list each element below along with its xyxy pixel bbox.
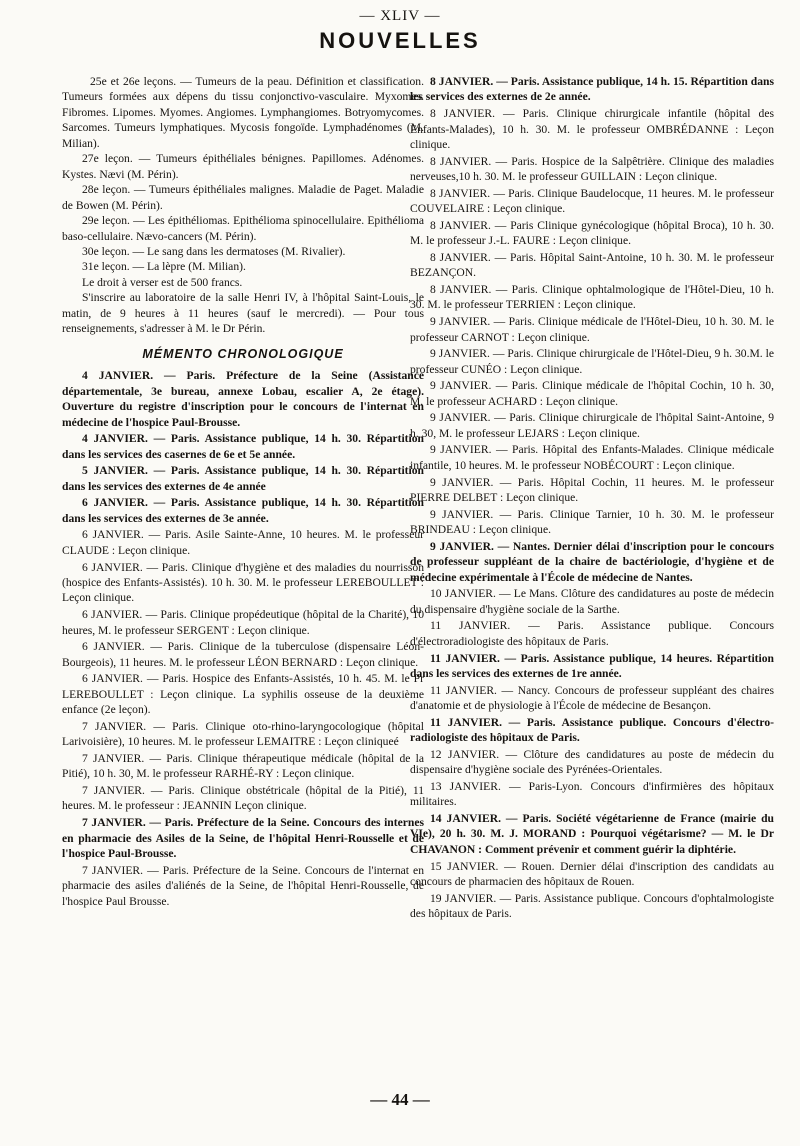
chronology-entry: 19 JANVIER. — Paris. Assistance publique. Concours d'ophtalmologiste des hôpitaux de Paris. xyxy=(410,891,774,921)
chronology-entry: 9 JANVIER. — Paris. Clinique médicale de l'Hôtel-Dieu, 10 h. 30. M. le professeur CARNOT : Leçon clinique. xyxy=(410,315,774,344)
paragraph: 29e leçon. — Les épithéliomas. Epithélioma spinocellulaire. Epithélioma baso-cellulaire. Nævo-cancers (M. Périn). xyxy=(62,214,424,243)
chronology-entry: 8 JANVIER. — Paris. Clinique chirurgicale infantile (hôpital des Enfants-Malades), 10 h. 30. M. le professeur OMBRÉDANNE : Leçon clinique. xyxy=(410,107,774,151)
chronology-entry: 9 JANVIER. — Paris. Hôpital Cochin, 11 heures. M. le professeur PIERRE DELBET : Leçon clinique. xyxy=(410,475,774,505)
paragraph: 27e leçon. — Tumeurs épithéliales bénignes. Papillomes. Adénomes. Kystes. Nævi (M. Périn). xyxy=(62,152,424,181)
chronology-entry: 7 JANVIER. — Paris. Préfecture de la Seine. Concours des internes en pharmacie des Asiles de la Seine, de l'hôpital Henri-Rousselle et de l'hospice Paul-Brousse. xyxy=(62,816,424,860)
chronology-entry: 13 JANVIER. — Paris-Lyon. Concours d'infirmières des hôpitaux militaires. xyxy=(410,779,774,809)
chronology-entry: 7 JANVIER. — Paris. Clinique thérapeutique médicale (hôpital de la Pitié), 10 h. 30, M. le professeur RARHÉ-RY : Leçon clinique. xyxy=(62,751,424,781)
chronology-entry: 8 JANVIER. — Paris. Clinique Baudelocque, 11 heures. M. le professeur COUVELAIRE : Leçon clinique. xyxy=(410,186,774,216)
chronology-entry: 7 JANVIER. — Paris. Clinique oto-rhino-laryngocologique (hôpital Larivoisière), 10 heures. M. le professeur LEMAITRE : Leçon cliniqueé xyxy=(62,719,424,749)
chronology-entry: 7 JANVIER. — Paris. Clinique obstétricale (hôpital de la Pitié), 11 heures. M. le professeur : JEANNIN Leçon clinique. xyxy=(62,784,424,813)
paragraph: 31e leçon. — La lèpre (M. Milian). xyxy=(82,260,246,274)
chronology-entry: 9 JANVIER. — Paris. Hôpital des Enfants-Malades. Clinique médicale infantile, 10 heures. M. le professeur NOBÉCOURT : Leçon clinique. xyxy=(410,443,774,472)
right-column xyxy=(410,74,774,922)
chronology-entry: 4 JANVIER. — Paris. Préfecture de la Seine (Assistance départementale, 3e bureau, annexe Lobau, escalier A, 2e étage). Ouverture du registre d'inscription pour le concours de l'internat en médecine de l'hospice Paul-Brousse. xyxy=(62,369,424,429)
chronology-entry: 6 JANVIER. — Paris. Asile Sainte-Anne, 10 heures. M. le professeur CLAUDE : Leçon clinique. xyxy=(62,528,424,557)
chronology-entry: 8 JANVIER. — Paris Clinique gynécologique (hôpital Broca), 10 h. 30. M. le professeur J.-L. FAURE : Leçon clinique. xyxy=(410,218,774,248)
chronology-entry: 8 JANVIER. — Paris. Assistance publique, 14 h. 15. Répartition dans les services des externes de 2e année. xyxy=(410,75,774,104)
paragraph: S'inscrire au laboratoire de la salle Henri IV, à l'hôpital Saint-Louis, le matin, de 9 heures à 11 heures (sauf le mercredi). — Pour tous renseignements, s'adresser à M. le Dr Périn. xyxy=(62,291,424,336)
chronology-entry: 8 JANVIER. — Paris. Clinique ophtalmologique de l'Hôtel-Dieu, 10 h. 30. M. le professeur TERRIEN : Leçon clinique. xyxy=(410,283,774,312)
page-title: NOUVELLES xyxy=(319,28,481,53)
paragraph: 25e et 26e leçons. — Tumeurs de la peau. Définition et classification. Tumeurs formées aux dépens du tissu conjonctivo-vasculaire. Myxomes. Fibromes. Lipomes. Myomes. Angiomes. Lymphangiomes. Botryomycomes. Sarcomes. Tumeurs lymphatiques. Mycosis fongoïde. Lymphadénomes (M. Milian). xyxy=(62,75,424,150)
chronology-entry: 11 JANVIER. — Paris. Assistance publique. Concours d'électroradiologiste des hôpitaux de Paris. xyxy=(410,619,774,648)
chronology-entry: 15 JANVIER. — Rouen. Dernier délai d'inscription des candidats au concours de pharmacien des hôpitaux de Rouen. xyxy=(410,859,774,888)
page-number: — 44 — xyxy=(370,1090,430,1109)
paragraph: 30e leçon. — Le sang dans les dermatoses (M. Rivalier). xyxy=(82,244,346,258)
chronology-entry: 9 JANVIER. — Paris. Clinique chirurgicale de l'hôpital Saint-Antoine, 9 h. 30, M. le professeur LEJARS : Leçon clinique. xyxy=(410,411,774,440)
chronology-entry: 12 JANVIER. — Clôture des candidatures au poste de médecin du dispensaire d'hygiène sociale des Pyrénées-Orientales. xyxy=(410,747,774,777)
chronology-entry: 5 JANVIER. — Paris. Assistance publique, 14 h. 30. Répartition dans les services des externes de 4e année xyxy=(62,464,424,493)
chronology-entry: 6 JANVIER. — Paris. Clinique d'hygiène et des maladies du nourrisson (hospice des Enfants-Assistés). 10 h. 30. M. le professeur LEREBOULLET : Leçon clinique. xyxy=(62,560,424,605)
page-number-roman: — XLIV — xyxy=(359,8,441,24)
chronology-entry: 14 JANVIER. — Paris. Société végétarienne de France (mairie du VIe), 20 h. 30. M. J. MORAND : Pourquoi végétarisme? — M. le Dr CHAVANON : Comment prévenir et comment guérir la diphtérie. xyxy=(410,811,774,856)
paragraph: Le droit à verser est de 500 francs. xyxy=(82,275,243,289)
chronology-entry: 8 JANVIER. — Paris. Hôpital Saint-Antoine, 10 h. 30. M. le professeur BEZANÇON. xyxy=(410,250,774,280)
chronology-entry: 9 JANVIER. — Paris. Clinique chirurgicale de l'Hôtel-Dieu, 9 h. 30.M. le professeur CUNÉO : Leçon clinique. xyxy=(410,347,774,376)
chronology-entry: 7 JANVIER. — Paris. Préfecture de la Seine. Concours de l'internat en pharmacie des asiles d'aliénés de la Seine, de l'hôpital Henri-Rousselle, de l'hospice Paul Brousse. xyxy=(62,863,424,908)
chronology-entry: 6 JANVIER. — Paris. Clinique propédeutique (hôpital de la Charité), 10 heures, M. le professeur SERGENT : Leçon clinique. xyxy=(62,608,424,637)
chronology-entry: 8 JANVIER. — Paris. Hospice de la Salpêtrière. Clinique des maladies nerveuses,10 h. 30. M. le professeur GUILLAIN : Leçon clinique. xyxy=(410,154,774,184)
chronology-entry: 6 JANVIER. — Paris. Hospice des Enfants-Assistés, 10 h. 45. M. le Pr LEREBOULLET : Leçon clinique. La syphilis osseuse de la deuxième enfance (2e leçon). xyxy=(62,672,424,717)
chronology-entry: 10 JANVIER. — Le Mans. Clôture des candidatures au poste de médecin du dispensaire d'hygiène sociale de la Sarthe. xyxy=(410,587,774,616)
chronology-entry: 6 JANVIER. — Paris. Assistance publique, 14 h. 30. Répartition dans les services des externes de 3e année. xyxy=(62,496,424,525)
left-column xyxy=(62,74,424,909)
chronology-entry: 6 JANVIER. — Paris. Clinique de la tuberculose (dispensaire Léon-Bourgeois), 11 heures. M. le professeur LÉON BERNARD : Leçon clinique. xyxy=(62,640,424,669)
paragraph: 28e leçon. — Tumeurs épithéliales malignes. Maladie de Paget. Maladie de Bowen (M. Périn). xyxy=(62,183,424,212)
chronology-entry: 11 JANVIER. — Nancy. Concours de professeur suppléant des chaires d'anatomie et de physiologie à l'École de médecine de Besançon. xyxy=(410,683,774,713)
chronology-entry: 9 JANVIER. — Nantes. Dernier délai d'inscription pour le concours de professeur suppléant de la chaire de bactériologie, d'hygiène et de médecine expérimentale à l'École de médecine de Nantes. xyxy=(410,539,774,584)
section-heading: MÉMENTO CHRONOLOGIQUE xyxy=(142,346,344,361)
chronology-entry: 9 JANVIER. — Paris. Clinique Tarnier, 10 h. 30. M. le professeur BRINDEAU : Leçon clinique. xyxy=(410,507,774,537)
chronology-entry: 9 JANVIER. — Paris. Clinique médicale de l'hôpital Cochin, 10 h. 30, M. le professeur ACHARD : Leçon clinique. xyxy=(410,379,774,408)
chronology-entry: 4 JANVIER. — Paris. Assistance publique, 14 h. 30. Répartition dans les services des casernes de 6e et 5e année. xyxy=(62,432,424,461)
chronology-entry: 11 JANVIER. — Paris. Assistance publique, 14 heures. Répartition dans les services des externes de 1re année. xyxy=(410,651,774,680)
chronology-entry: 11 JANVIER. — Paris. Assistance publique. Concours d'électro-radiologiste des hôpitaux de Paris. xyxy=(410,715,774,745)
